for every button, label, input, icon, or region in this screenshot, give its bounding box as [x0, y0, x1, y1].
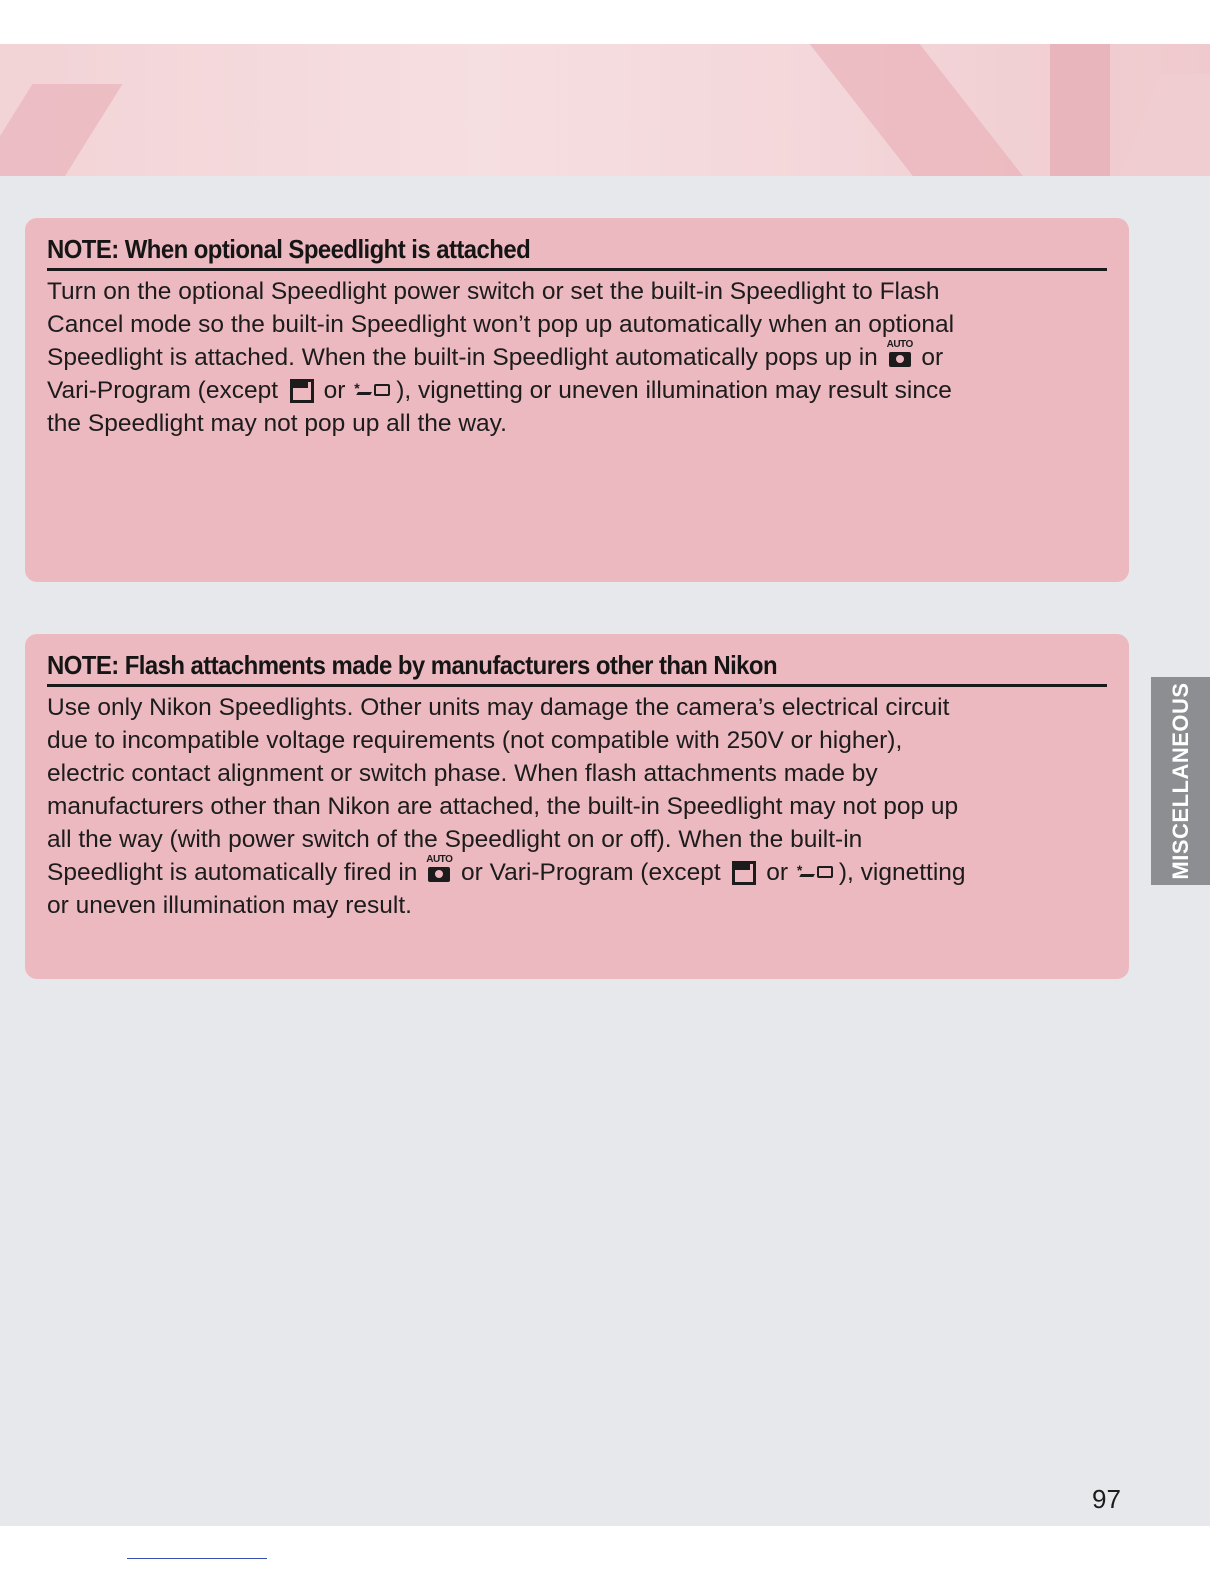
body-line: the Speedlight may not pop up all the way. — [47, 410, 507, 437]
note-third-party-flash — [25, 634, 1129, 979]
body-line: due to incompatible voltage requirements (not compatible with 250V or higher), — [47, 727, 903, 754]
portrait-mode-icon — [731, 860, 755, 884]
portrait-mode-icon — [289, 378, 313, 402]
body-line — [47, 341, 1117, 374]
note-title: NOTE: Flash attachments made by manufacturers other than Nikon — [47, 650, 778, 680]
note-body — [47, 691, 1117, 922]
section-tab-miscellaneous — [1151, 677, 1210, 885]
decorative-header-band — [0, 44, 1210, 176]
text-segment: ), vignetting or uneven illumination may result since — [396, 377, 952, 404]
text-segment: ), vignetting — [838, 859, 966, 886]
decorative-stripe — [1050, 44, 1110, 176]
text-segment: Speedlight is attached. When the built-in Speedlight automatically pops up in — [47, 344, 885, 371]
body-line — [47, 856, 1117, 889]
page-number: 97 — [1092, 1484, 1121, 1514]
note-speedlight-attached — [25, 218, 1129, 582]
text-segment: or — [914, 344, 944, 371]
text-segment: or — [759, 859, 795, 886]
section-tab-label: MISCELLANEOUS — [1167, 682, 1193, 880]
text-segment: or Vari-Program (except — [454, 859, 728, 886]
text-segment: Vari-Program (except — [47, 377, 285, 404]
manual-page — [0, 44, 1210, 1526]
auto-mode-icon — [424, 856, 454, 884]
decorative-stripe — [802, 44, 1068, 176]
body-line: Turn on the optional Speedlight power switch or set the built-in Speedlight to Flash — [47, 278, 940, 305]
title-underline — [47, 268, 1107, 271]
note-title: NOTE: When optional Speedlight is attached — [47, 234, 531, 264]
auto-mode-icon — [885, 341, 915, 369]
night-portrait-icon: * — [797, 858, 837, 884]
body-line: Cancel mode so the built-in Speedlight won’t pop up automatically when an optional — [47, 311, 955, 338]
body-line: electric contact alignment or switch phase. When flash attachments made by — [47, 760, 878, 787]
auto-icon-label: AUTO — [886, 339, 913, 350]
title-underline — [47, 684, 1107, 687]
body-line: all the way (with power switch of the Speedlight on or off). When the built-in — [47, 826, 863, 853]
footer-rule — [127, 1558, 267, 1559]
body-line — [47, 374, 1117, 407]
body-line: or uneven illumination may result. — [47, 892, 412, 919]
text-segment: or — [316, 377, 353, 404]
body-line: Use only Nikon Speedlights. Other units may damage the camera’s electrical circuit — [47, 694, 950, 721]
decorative-stripe — [0, 84, 122, 176]
auto-icon-label: AUTO — [426, 854, 453, 865]
night-portrait-icon: * — [354, 376, 394, 402]
note-body — [47, 275, 1117, 440]
text-segment: Speedlight is automatically fired in — [47, 859, 425, 886]
body-line: manufacturers other than Nikon are attached, the built-in Speedlight may not pop up — [47, 793, 959, 820]
